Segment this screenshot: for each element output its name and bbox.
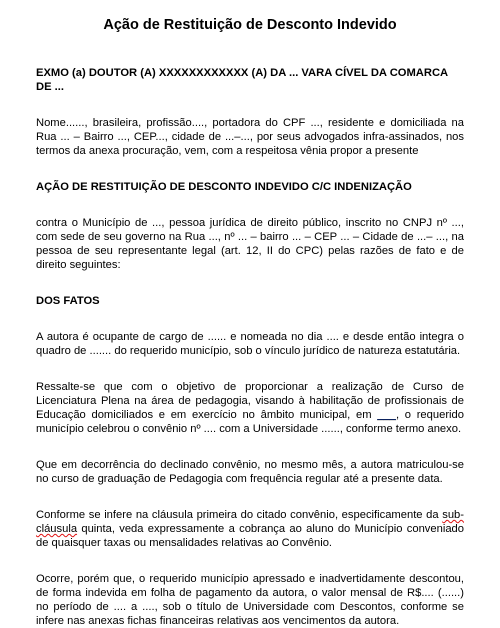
paragraph-2-text-b: , o requerido município celebrou o convênio nº .... com a Universidade ......, conforme termo anexo. [36, 409, 464, 435]
paragraph-5: Ocorre, porém que, o requerido município apressado e inadvertidamente descontou, de forma indevida em folha de pagamento da autora, o valor mensal de R$.... (......) no período de .... a ...., sob o título de Universidade com Descontos, conforme se infere nas anexas fichas financeiras relativas aos vencimentos da autora. [36, 573, 464, 627]
paragraph-2-text-a: Ressalte-se que com o objetivo de proporcionar a realização de Curso de Licenciatura Plena na área de pedagogia, visando à habilitação de profissionais de Educação domiciliados e em exercício no âmbito municipal, em [36, 381, 464, 421]
paragraph-3: Que em decorrência do declinado convênio, no mesmo mês, a autora matriculou-se no curso de graduação de Pedagogia com frequência regular até a presente data. [36, 459, 464, 485]
addressee-line-1: EXMO (a) DOUTOR (A) XXXXXXXXXXXX (A) DA ... VARA CÍVEL DA COMARCA [36, 67, 449, 79]
paragraph-4-text-a: Conforme se infere na cláusula primeira do citado convênio, especificamente da [36, 509, 443, 521]
addressee [36, 66, 464, 94]
facts-heading: DOS FATOS [36, 295, 100, 307]
date-placeholder-link: ___ [377, 409, 396, 421]
document-title: Ação de Restituição de Desconto Indevido [103, 17, 397, 33]
paragraph-4-text-b: quinta, veda expressamente a cobrança ao aluno do Município conveniado de quaisquer taxas ou mensalidades relativas ao Convênio. [36, 523, 464, 549]
addressee-line-2: DE ... [36, 81, 64, 93]
paragraph-2 [36, 380, 464, 436]
action-title: AÇÃO DE RESTITUIÇÃO DE DESCONTO INDEVIDO C/C INDENIZAÇÃO [36, 181, 412, 193]
intro-paragraph: Nome......, brasileira, profissão...., portadora do CPF ..., residente e domiciliada na Rua ... – Bairro ..., CEP..., cidade de ...–..., por seus advogados infra-assinados, nos termos da anexa procuração, vem, com a respeitosa vênia propor a presente [36, 117, 464, 157]
spellcheck-word: sub-cláusula [36, 509, 464, 535]
paragraph-1: A autora é ocupante de cargo de ...... e nomeada no dia .... e desde então integra o quadro de ....... do requerido município, sob o vínculo jurídico de natureza estatutária. [36, 331, 464, 357]
against-paragraph: contra o Município de ..., pessoa jurídica de direito público, inscrito no CNPJ nº ..., com sede de seu governo na Rua ..., nº ... – bairro ... – CEP ... – Cidade de ...– ..., na pessoa de seu representante legal (art. 12, II do CPC) pelas razões de fato e de direito seguintes: [36, 217, 464, 271]
paragraph-4 [36, 508, 464, 550]
